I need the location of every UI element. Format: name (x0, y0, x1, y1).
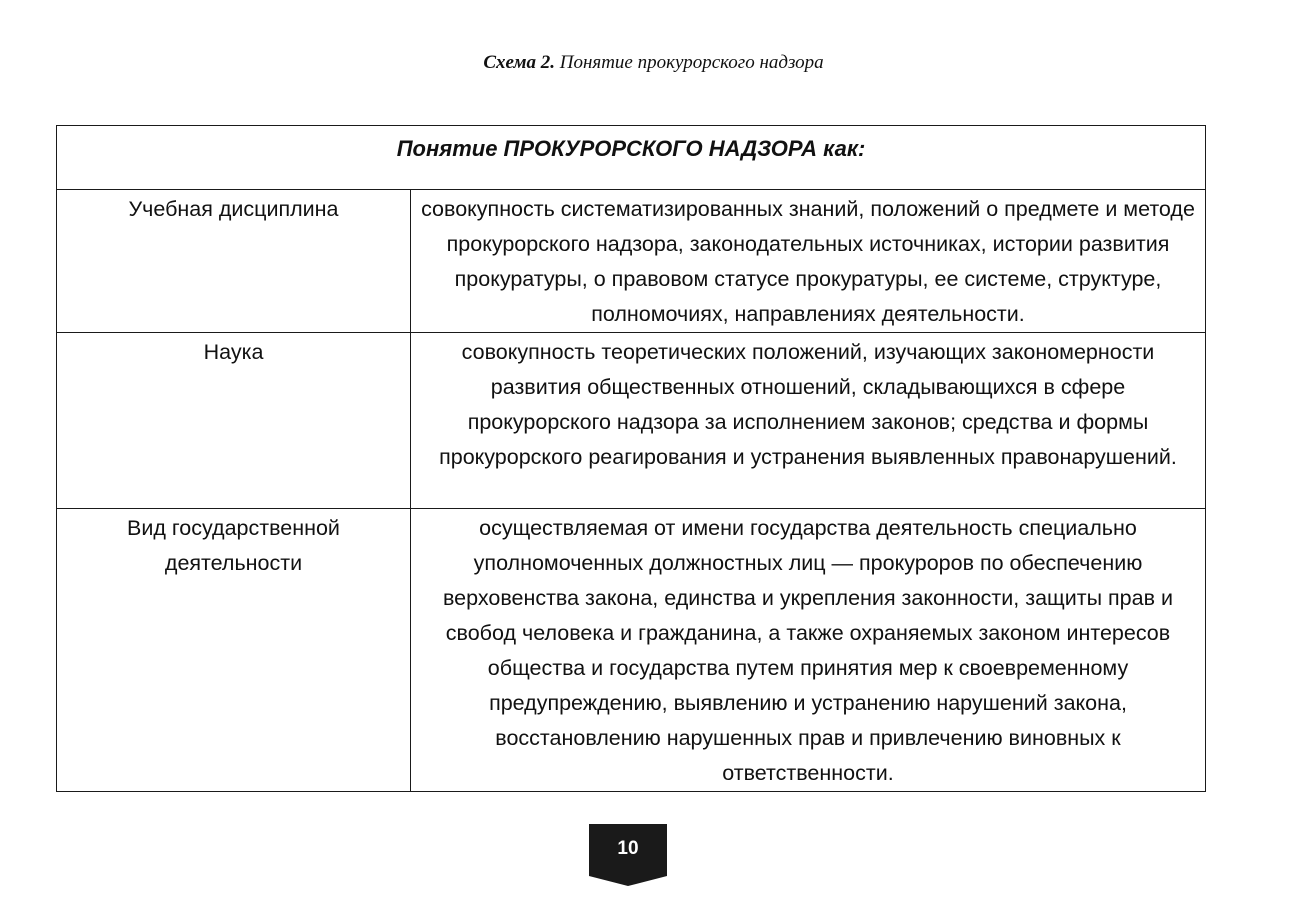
table-row (57, 509, 1206, 792)
page-number: 10 (617, 838, 639, 859)
table-header-row (57, 126, 1206, 190)
definition-cell: осуществляемая от имени государства деятельность специально уполномоченных должностных лиц — прокуроров по обеспечению верховенства закона, единства и укрепления законности, защиты прав и свобод человека и гражданина, а также охраняемых законом интересов общества и государства путем принятия мер к своевременному предупреждению, выявлению и устранению нарушений закона, восстановлению нарушенных прав и привлечению виновных к ответственности. (411, 509, 1206, 792)
definition-cell: совокупность теоретических положений, изучающих закономерности развития общественных отношений, складывающихся в сфере прокурорского надзора за исполнением законов; средства и формы прокурорского реагирования и устранения выявленных правонарушений. (411, 333, 1206, 509)
page-number-badge (589, 824, 667, 886)
term-cell: Вид государственной деятельности (57, 509, 411, 792)
caption-text: Понятие прокурорского надзора (559, 52, 824, 73)
term-cell: Учебная дисциплина (57, 190, 411, 333)
concept-table (56, 125, 1206, 792)
figure-caption (0, 52, 1307, 74)
table-row (57, 190, 1206, 333)
table-header: Понятие ПРОКУРОРСКОГО НАДЗОРА как: (57, 126, 1206, 190)
definition-cell: совокупность систематизированных знаний, положений о предмете и методе прокурорского надзора, законодательных источниках, истории развития прокуратуры, о правовом статусе прокуратуры, ее системе, структуре, полномочиях, направлениях деятельности. (411, 190, 1206, 333)
table-row (57, 333, 1206, 509)
term-cell: Наука (57, 333, 411, 509)
caption-label: Схема 2. (483, 52, 555, 73)
